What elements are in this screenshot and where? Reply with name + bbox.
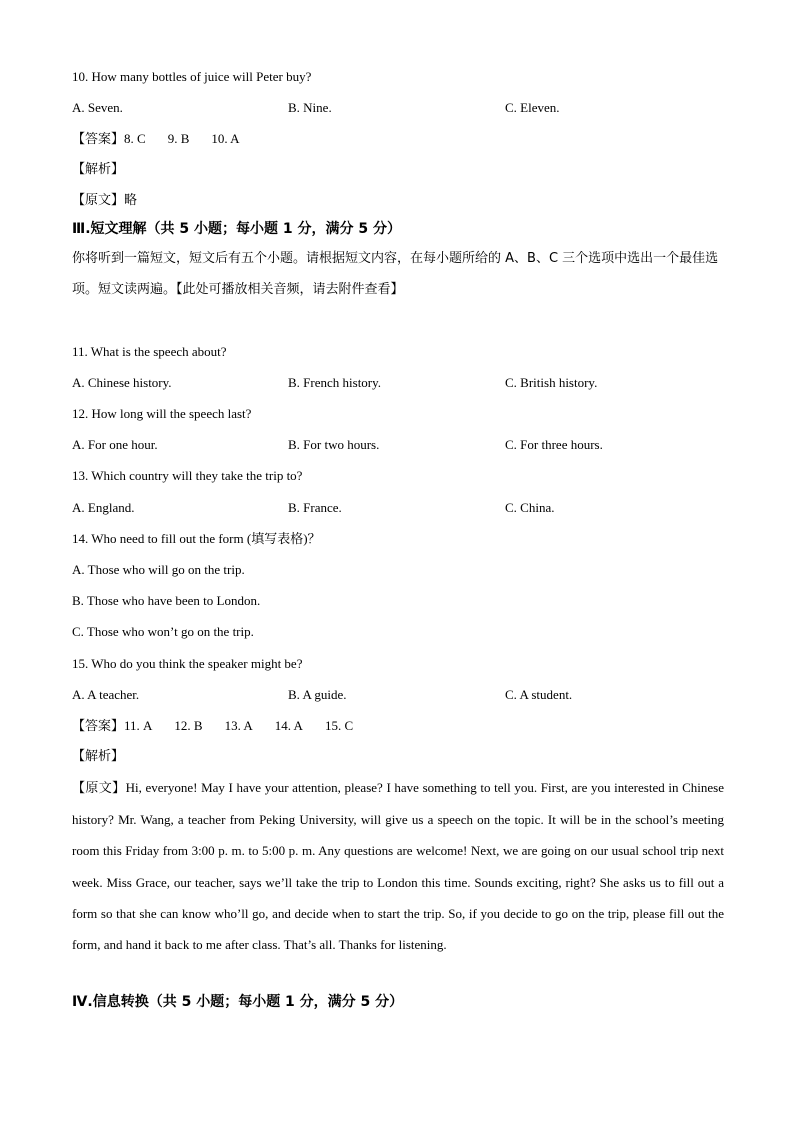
q11-option-c: C. British history. [505, 375, 598, 390]
question-11: 11. What is the speech about? [72, 344, 227, 359]
question-12: 12. How long will the speech last? [72, 406, 252, 421]
q11-option-a: A. Chinese history. [72, 375, 172, 390]
answer-item: 13. A [224, 718, 253, 733]
original-passage-text: Hi, everyone! May I have your attention, please? I have something to tell you. First, are you interested in Chinese history? Mr. Wang, a teacher from Peking University, will give us a speech on the topic. It will be in the school’s meeting room this Friday from 3:00 p. m. to 5:00 p. m. Any questions are welcome! Next, we are going on our usual school trip next week. Miss Grace, our teacher, says we’ll take the trip to London this time. Sounds exciting, right? She asks us to fill out a form so that she can know who’ll go, and decide when to start the trip. So, if you decide to go on the trip, please fill out the form, and hand it back to me after class. That’s all. Thanks for listening. [72, 780, 724, 953]
question-10: 10. How many bottles of juice will Peter buy? [72, 69, 312, 84]
section-4-title: Ⅳ.信息转换（共 5 小题；每小题 1 分，满分 5 分） [72, 994, 404, 1010]
answer-item: 10. A [211, 131, 240, 146]
q12-option-c: C. For three hours. [505, 437, 603, 452]
answer-item: 12. B [174, 718, 203, 733]
section-3-intro: 你将听到一篇短文，短文后有五个小题。请根据短文内容，在每小题所给的 A、B、C 三个选项中选出一个最佳选项。短文读两遍。【此处可播放相关音频，请去附件查看】 [72, 251, 719, 297]
answer-label: 【答案】 [72, 719, 125, 734]
analysis-label-2: 【解析】 [72, 749, 125, 764]
question-14: 14. Who need to fill out the form (填写表格)？ [72, 531, 321, 546]
q13-option-a: A. England. [72, 500, 135, 515]
section-3-title: Ⅲ.短文理解（共 5 小题；每小题 1 分，满分 5 分） [72, 221, 402, 237]
original-label: 【原文】 [72, 781, 126, 796]
q14-option-b: B. Those who have been to London. [72, 593, 261, 608]
q15-option-c: C. A student. [505, 687, 573, 702]
answer-block-2 [72, 717, 375, 736]
original-passage [72, 772, 724, 960]
q11-option-b: B. French history. [288, 375, 382, 390]
answer-item: 8. C [124, 131, 146, 146]
q13-option-c: C. China. [505, 500, 555, 515]
q13-option-b: B. France. [288, 500, 342, 515]
q10-option-c: C. Eleven. [505, 100, 560, 115]
answer-block-1 [72, 130, 262, 149]
q14-option-a: A. Those who will go on the trip. [72, 562, 245, 577]
q12-option-b: B. For two hours. [288, 437, 380, 452]
q15-option-b: B. A guide. [288, 687, 347, 702]
answer-item: 14. A [274, 718, 303, 733]
answer-item: 9. B [167, 131, 190, 146]
q12-option-a: A. For one hour. [72, 437, 158, 452]
answer-item: 11. A [124, 718, 153, 733]
q10-option-a: A. Seven. [72, 100, 123, 115]
original-text-1: 【原文】略 [72, 193, 138, 208]
analysis-label-1: 【解析】 [72, 162, 125, 177]
q10-option-b: B. Nine. [288, 100, 332, 115]
answer-item: 15. C [324, 718, 354, 733]
q14-option-c: C. Those who won’t go on the trip. [72, 624, 254, 639]
question-13: 13. Which country will they take the trip to? [72, 468, 303, 483]
question-15: 15. Who do you think the speaker might be? [72, 656, 303, 671]
answer-label: 【答案】 [72, 132, 125, 147]
q15-option-a: A. A teacher. [72, 687, 140, 702]
